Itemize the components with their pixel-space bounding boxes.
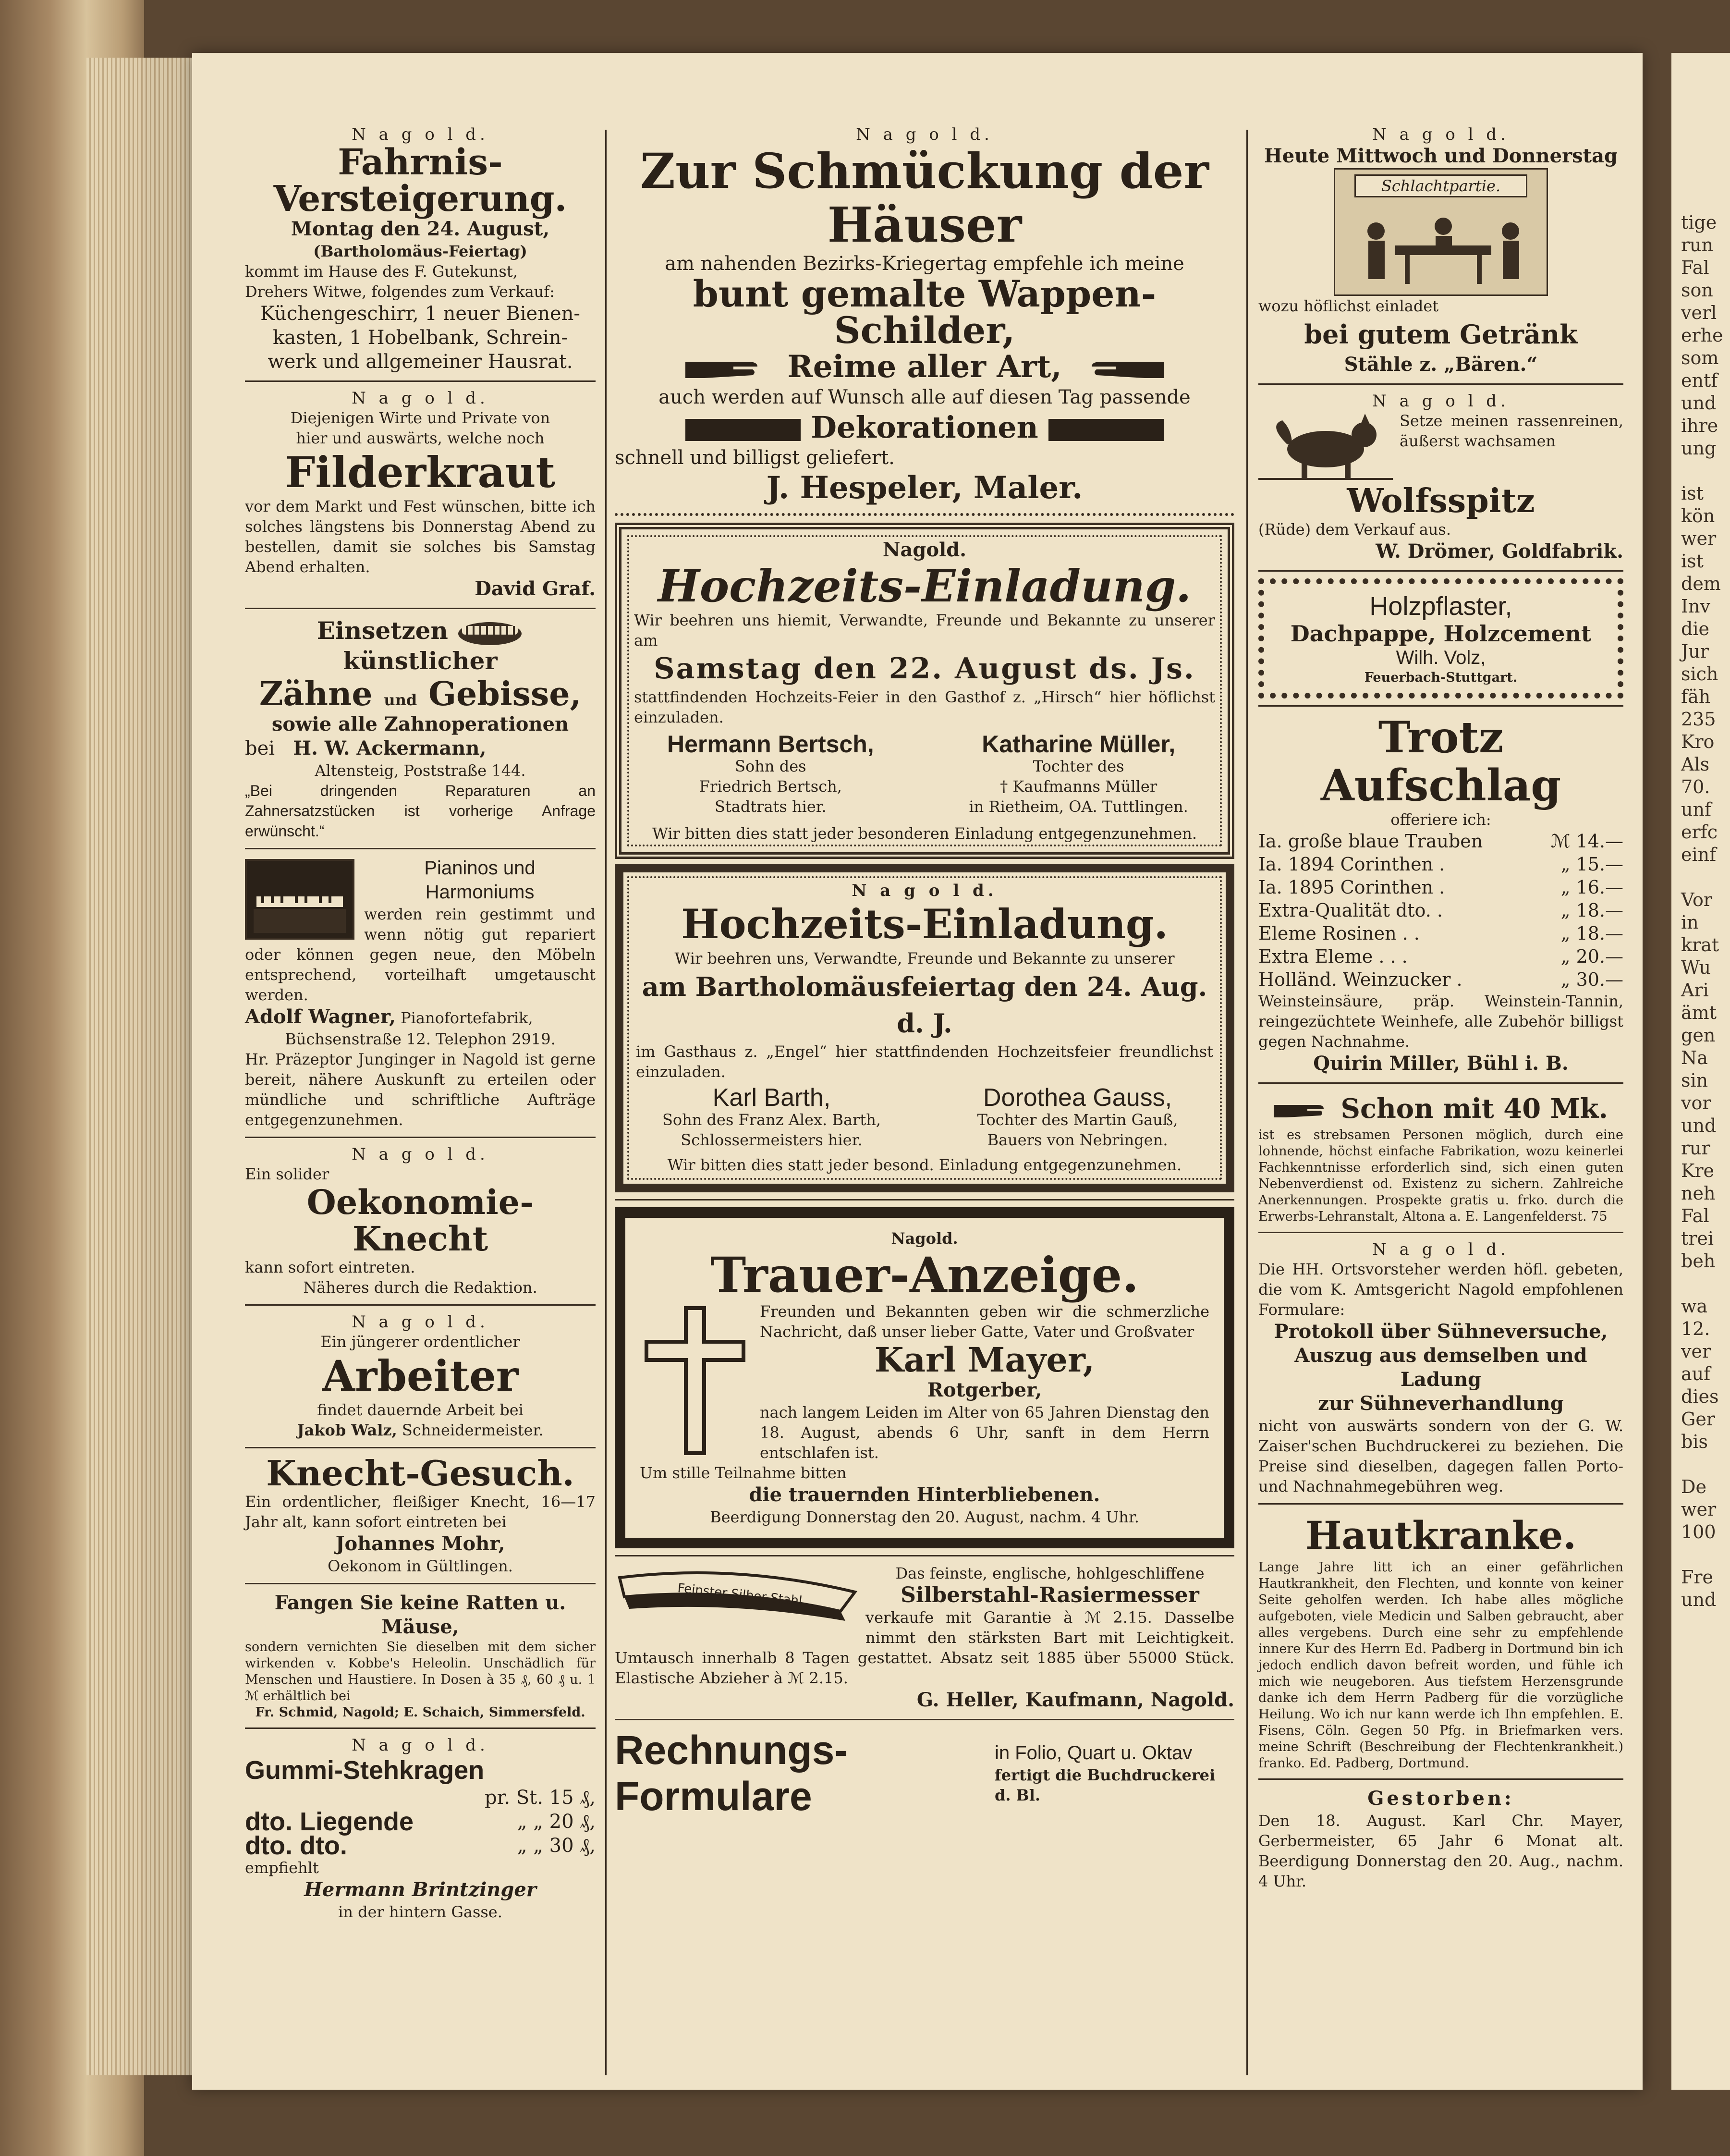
ad-filderkraut (245, 389, 596, 601)
place-line: N a g o l d. (352, 125, 489, 144)
razor-icon (615, 1563, 860, 1635)
ad-title: Reime aller Art, (787, 349, 1062, 385)
next-page-line: unf (1681, 799, 1712, 820)
address: in der hintern Gasse. (338, 1903, 502, 1921)
job: Schneidermeister. (402, 1421, 544, 1439)
signature: Quirin Miller, Bühl i. B. (1313, 1052, 1569, 1075)
divider (245, 1727, 596, 1729)
place-line: N a g o l d. (352, 1145, 489, 1164)
next-page-line: Vor (1681, 889, 1712, 910)
ad-text: ist es strebsamen Personen möglich, durch eine lohnende, höchst einfache Fabrikation, wozu keinerlei Fachkenntnisse erforderlich sind, sich einen guten Nebenverdienst od. Existenz zu sichern. Zahlreiche Anerkennungen. Prospekte gratis u. frko. durch die Erwerbs-Lehranstalt, Altona a. E. Langenfelderst. 75 (1258, 1127, 1623, 1224)
ad-knecht (245, 1455, 596, 1576)
ad-text: Hr. Präzeptor Junginger in Nagold ist gerne bereit, nähere Auskunft zu erteilen oder mündliche und schriftliche Aufträge entgegenzunehmen. (245, 1050, 596, 1129)
text-line: Diejenigen Wirte und Private von (290, 409, 550, 427)
next-page-edge (1671, 53, 1730, 2090)
ad-text: im Gasthaus z. „Engel“ hier stattfindenden Hochzeitsfeier freundlichst einzuladen. (636, 1042, 1213, 1081)
ad-title: Silberstahl-Rasiermesser (901, 1583, 1199, 1607)
text-line: Friedrich Bertsch, (699, 777, 842, 796)
text-line: fertigt die Buchdruckerei d. Bl. (994, 1766, 1216, 1804)
next-page-line: tige (1681, 212, 1717, 233)
ad-text: vor dem Markt und Fest wünschen, bitte ich solches längstens bis Donnerstag Abend zu bestellen, damit sie solches bis Samstag Abend erhalten. (245, 497, 596, 576)
text-line: Schlossermeisters hier. (681, 1131, 863, 1149)
ad-wolfsspitz (1258, 392, 1623, 564)
next-page-line: Wu (1681, 957, 1711, 978)
signature: J. Hespeler, Maler. (766, 470, 1083, 506)
next-page-line: Kro (1681, 731, 1715, 752)
holiday-line: (Bartholomäus-Feiertag) (313, 242, 527, 260)
ad-title: Dachpappe, Holzcement (1290, 621, 1592, 647)
ad-schmueckung (615, 125, 1234, 506)
ad-text: Den 18. August. Karl Chr. Mayer, Gerbermeister, 65 Jahr 6 Monat alt. Beerdigung Donnerstag den 20. Aug., nachm. 4 Uhr. (1258, 1812, 1623, 1890)
price-item: Holländ. Weinzucker . (1258, 969, 1462, 990)
next-page-line: fäh (1681, 686, 1711, 707)
next-page-line: Fal (1681, 257, 1709, 278)
price-value: „ 15.— (1560, 854, 1623, 875)
ad-gestorben (1258, 1787, 1623, 1891)
ad-pianinos (245, 856, 596, 1130)
text-line: Tochter des (1033, 757, 1124, 775)
address: Altensteig, Poststraße 144. (315, 761, 526, 780)
ad-title: Hochzeits-Einladung. (681, 900, 1168, 948)
pointing-hand-icon (1274, 1100, 1331, 1121)
groom-name: Hermann Bertsch, (667, 731, 874, 758)
next-page-line: Inv (1681, 596, 1710, 617)
signature: G. Heller, Kaufmann, Nagold. (916, 1689, 1234, 1711)
ad-title: Hochzeits-Einladung. (658, 560, 1192, 612)
text-line: in Folio, Quart u. Oktav (994, 1742, 1193, 1764)
ad-schlachtpartie (1258, 125, 1623, 377)
ad-text: Ein ordentlicher, fleißiger Knecht, 16—17 Jahr alt, kann sofort eintreten bei (245, 1493, 596, 1531)
next-page-line: und (1681, 1115, 1717, 1136)
next-page-line: De (1681, 1476, 1706, 1497)
price-value: „ 16.— (1560, 877, 1623, 898)
tavern-figures-icon (1338, 202, 1544, 289)
place-line: N a g o l d. (856, 125, 993, 144)
next-page-line (1676, 1453, 1730, 1476)
ad-title: Zur Schmückung der Häuser (640, 143, 1209, 253)
next-page-line: 70. (1681, 776, 1710, 797)
family-line: die trauernden Hinterbliebenen. (749, 1483, 1100, 1506)
next-page-line: entf (1681, 370, 1718, 391)
bride-name: Katharine Müller, (982, 731, 1176, 758)
ad-title: Filderkraut (285, 447, 556, 497)
text-line: Bauers von Nebringen. (987, 1131, 1168, 1149)
price-item: Extra-Qualität dto. . (1258, 900, 1443, 921)
decor-bar (1048, 419, 1164, 441)
dealer-name: Hermann Brintzinger (304, 1878, 536, 1901)
place-line: N a g o l d. (1372, 125, 1510, 144)
item: dto. Liegende (245, 1807, 414, 1836)
next-page-line: dem (1681, 573, 1721, 594)
ad-title: und (384, 691, 417, 709)
next-page-line: erfc (1681, 821, 1718, 843)
ad-title: Hautkranke. (1305, 1513, 1577, 1558)
next-page-line: rur (1681, 1138, 1710, 1159)
ad-text: verkaufe mit Garantie à ℳ 2.15. Dasselbe nimmt den stärksten Bart mit Leichtigkeit. Umtausch innerhalb 8 Tagen gestattet. Absatz seit 1885 über 55000 Stück. Elastische Abzieher à ℳ 2.15. (615, 1608, 1234, 1687)
signature: W. Drömer, Goldfabrik. (1376, 540, 1623, 563)
price-value: „ 18.— (1560, 923, 1623, 944)
form-item: Protokoll über Sühneversuche, (1274, 1320, 1608, 1343)
next-page-line: kön (1681, 505, 1715, 527)
ad-title: Schon mit 40 Mk. (1340, 1093, 1608, 1125)
ad-title: Versteigerung. (273, 178, 567, 220)
next-page-text (1671, 211, 1730, 1611)
text-line: am nahenden Bezirks-Kriegertag empfehle ich meine (665, 253, 1184, 275)
next-page-line: Fal (1681, 1205, 1709, 1226)
price-item: Ia. 1895 Corinthen . (1258, 877, 1445, 898)
ad-note: „Bei dringenden Reparaturen an Zahnersatzstücken ist vorherige Anfrage erwünscht.“ (245, 782, 596, 840)
text-line: schnell und billigst geliefert. (615, 447, 895, 469)
next-page-line: 100 (1681, 1521, 1716, 1543)
ad-text: werden rein gestimmt und wenn nötig gut repariert oder können gegen neue, den Möbeln entsprechend, vorteilhaft umgetauscht werden. (245, 905, 596, 1004)
next-page-line: Ger (1681, 1409, 1716, 1430)
place-line: Nagold. (891, 1229, 958, 1248)
ad-arbeiter (245, 1312, 596, 1440)
price: „ „ 20 ₰, (517, 1811, 596, 1833)
divider (245, 1137, 596, 1138)
dentist-name: H. W. Ackermann, (293, 737, 487, 760)
text-line: Drehers Witwe, folgendes zum Verkauf: (245, 282, 555, 301)
column-left (245, 125, 596, 1922)
ad-title: Wolfsspitz (1347, 482, 1535, 520)
next-page-line: bis (1681, 1431, 1708, 1452)
price-value: ℳ 14.— (1550, 831, 1623, 852)
next-page-line: auf (1681, 1363, 1711, 1384)
next-page-line: krat (1681, 934, 1719, 956)
address: Feuerbach-Stuttgart. (1364, 670, 1518, 685)
next-page-line: verl (1681, 302, 1717, 323)
closing-line: Wir bitten dies statt jeder besonderen Einladung entgegenzunehmen. (652, 824, 1197, 843)
ad-title: Oekonomie-Knecht (306, 1182, 534, 1259)
dealers: Fr. Schmid, Nagold; E. Schaich, Simmersfeld. (255, 1705, 585, 1720)
next-page-line: und (1681, 1589, 1717, 1610)
next-page-line: Ari (1681, 980, 1709, 1001)
dealer-name: Wilh. Volz, (1396, 647, 1486, 668)
text-line: kommt im Hause des F. Gutekunst, (245, 262, 518, 281)
divider (615, 513, 1234, 516)
next-page-line: run (1681, 234, 1714, 256)
ad-title: Knecht-Gesuch. (266, 1453, 574, 1494)
ad-holzpflaster (1258, 578, 1623, 698)
place-line: N a g o l d. (352, 389, 489, 408)
ad-hochzeit-barth (615, 864, 1234, 1192)
ad-text: Weinsteinsäure, präp. Weinstein-Tannin, reingezüchtete Weinhefe, alle Zubehör billigst gegen Nachnahme. (1258, 992, 1623, 1051)
text-line: Sohn des Franz Alex. Barth, (662, 1111, 881, 1129)
divider (615, 1555, 1234, 1556)
pointing-hand-icon (1072, 355, 1164, 384)
place-line: N a g o l d. (352, 1312, 489, 1332)
next-page-line (1676, 866, 1730, 889)
price-value: „ 18.— (1560, 900, 1623, 921)
next-page-line: erhe (1681, 325, 1723, 346)
price-item: Ia. große blaue Trauben (1258, 831, 1483, 852)
text-line: Heute Mittwoch und Donnerstag (1264, 145, 1618, 167)
text-line: Sohn des (735, 757, 806, 775)
ad-rasiermesser (615, 1563, 1234, 1712)
next-page-line: gen (1681, 1025, 1716, 1046)
next-page-line: sin (1681, 1070, 1708, 1091)
form-item: Auszug aus demselben und Ladung (1294, 1344, 1587, 1391)
text-line: hier und auswärts, welche noch (296, 429, 545, 447)
text-line: Stadtrats hier. (714, 797, 827, 816)
next-page-line: beh (1681, 1250, 1716, 1272)
text-line: in Rietheim, OA. Tuttlingen. (969, 797, 1188, 816)
next-page-line: vor (1681, 1092, 1711, 1114)
divider (1258, 570, 1623, 572)
ad-zaehne (245, 616, 596, 841)
divider (1258, 705, 1623, 707)
harmonium-icon (245, 859, 354, 940)
ad-title: künstlicher (343, 647, 498, 675)
signature: Stähle z. „Bären.“ (1344, 353, 1538, 376)
place-line: N a g o l d. (352, 1736, 489, 1755)
price-value: „ 30.— (1560, 969, 1623, 990)
column-right (1258, 125, 1623, 1891)
divider (1258, 383, 1623, 385)
next-page-line: einf (1681, 844, 1717, 865)
ad-title: Trauer-Anzeige. (710, 1247, 1139, 1303)
ad-title: Fahrnis- (338, 142, 503, 183)
divider (1258, 1503, 1623, 1505)
price: pr. St. 15 (484, 1787, 574, 1809)
next-page-line: ist (1681, 483, 1704, 504)
next-page-line: son (1681, 280, 1713, 301)
place-line: N a g o l d. (852, 881, 998, 900)
text-line: Näheres durch die Redaktion. (303, 1278, 537, 1297)
ad-title: Dekorationen (811, 410, 1038, 445)
ad-title: Arbeiter (322, 1351, 519, 1401)
job: Oekonom in Gültlingen. (328, 1557, 513, 1575)
text-line: auch werden auf Wunsch alle auf diesen Tag passende (658, 386, 1191, 408)
ad-title: Fangen Sie keine Ratten u. Mäuse, (274, 1592, 566, 1638)
deceased-job: Rotgerber, (927, 1379, 1042, 1401)
column-rule (1246, 130, 1248, 2075)
text-line: † Kaufmanns Müller (1000, 777, 1157, 796)
next-page-line: Fre (1681, 1567, 1714, 1588)
banner-text: Schlachtpartie. (1354, 174, 1527, 197)
ad-text: stattfindenden Hochzeits-Feier in den Gasthof z. „Hirsch“ hier höflichst einzuladen. (634, 688, 1215, 726)
ad-text: nicht von auswärts sondern von der G. W. Zaiser'schen Buchdruckerei zu beziehen. Die Preise sind dieselben, dagegen fallen Porto- und Nachnahmegebühren weg. (1258, 1417, 1623, 1495)
next-page-line (1676, 1273, 1730, 1295)
next-page-line: die (1681, 618, 1709, 639)
text-line: offeriere ich: (1390, 810, 1491, 829)
ad-fahrnis (245, 125, 596, 374)
place-line: N a g o l d. (1372, 1240, 1510, 1259)
next-page-line: som (1681, 347, 1719, 368)
employer-name: Jakob Walz, (297, 1421, 397, 1439)
form-item: zur Sühneverhandlung (1318, 1392, 1564, 1415)
ad-text: Freunden und Bekannten geben wir die schmerzliche Nachricht, daß unser lieber Gatte, Vater und Großvater (760, 1302, 1209, 1341)
date-line: Montag den 24. August, (291, 218, 550, 240)
next-page-line: Jur (1681, 641, 1709, 662)
text-line: bei (245, 737, 275, 760)
price-value: „ 20.— (1560, 946, 1623, 967)
divider (615, 1199, 1234, 1200)
text-line: empfiehlt (245, 1859, 319, 1877)
decor-bar (685, 419, 801, 441)
dealer-name: Adolf Wagner, (245, 1005, 396, 1028)
divider (245, 1447, 596, 1448)
text-line: (Rüde) dem Verkauf aus. (1258, 520, 1451, 539)
next-page-line: ihre (1681, 415, 1718, 436)
ad-text: Lange Jahre litt ich an einer gefährlichen Hautkrankheit, den Flechten, und konnte von keiner Seite geholfen werden. Ich habe alles mögliche aufgeboten, viele Medicin und Salben gebraucht, aber alles vergebens. Durch eine sehr zu empfehlende innere Kur des Herrn Ed. Padberg in Dortmund bin ich jedoch endlich davon befreit worden, und fühle ich mich wie neugeboren. Aus tiefstem Herzensgrunde danke ich dem Herrn Padberg für die vorzügliche Heilung. Wo ich nur kann werde ich Ihn empfehlen. E. Fisens, Cöln. Gegen 50 Pfg. in Briefmarken vers. meine Schrift (Beschreibung der Flechtenkrankheit.) franko. Ed. Padberg, Dortmund. (1258, 1560, 1623, 1771)
ad-protokoll (1258, 1240, 1623, 1496)
text-line: Ein solider (245, 1165, 329, 1183)
address: Büchsenstraße 12. Telephon 2919. (285, 1030, 556, 1048)
pointing-hand-icon (685, 355, 777, 384)
price-item: Eleme Rosinen . . (1258, 923, 1420, 944)
ad-text: Die HH. Ortsvorsteher werden höfl. gebeten, die vom K. Amtsgericht Nagold empfohlenen Formulare: (1258, 1260, 1623, 1319)
deceased-name: Karl Mayer, (874, 1340, 1095, 1380)
ad-title: Gestorben: (1367, 1787, 1514, 1810)
dog-icon (1258, 411, 1393, 483)
divider (245, 848, 596, 849)
divider (1258, 1082, 1623, 1084)
ad-title: bunt gemalte Wappen-Schilder, (693, 272, 1157, 352)
closing-line: Wir bitten dies statt jeder besond. Einladung entgegenzunehmen. (667, 1156, 1182, 1174)
next-page-line: wer (1681, 528, 1717, 549)
date-line: Samstag den 22. August ds. Js. (654, 652, 1195, 686)
date-line: am Bartholomäusfeiertag den 24. Aug. d. J. (642, 971, 1207, 1039)
next-page-line (1676, 460, 1730, 482)
price-item: Ia. 1894 Corinthen . (1258, 854, 1445, 875)
text-line: Küchengeschirr, 1 neuer Bienen- (260, 303, 580, 325)
text-line: Tochter des Martin Gauß, (977, 1111, 1178, 1129)
text-line: findet dauernde Arbeit bei (317, 1401, 524, 1419)
firm: Pianofortefabrik, (401, 1009, 533, 1027)
ad-hochzeit-bertsch (615, 523, 1234, 859)
text-line: wozu höflichst einladet (1258, 297, 1439, 315)
next-page-line: Na (1681, 1047, 1708, 1068)
next-page-line: trei (1681, 1228, 1714, 1249)
next-page-line (1676, 1544, 1730, 1566)
divider (245, 608, 596, 609)
next-page-line: ver (1681, 1341, 1711, 1362)
next-page-line: sich (1681, 663, 1718, 685)
ad-ratten (245, 1591, 596, 1721)
ad-trotz-aufschlag (1258, 713, 1623, 1076)
ad-title: Zähne (259, 675, 373, 713)
text-line: Ein jüngerer ordentlicher (320, 1333, 520, 1351)
item: dto. dto. (245, 1831, 347, 1860)
ad-title: Harmoniums (425, 882, 535, 903)
ad-title: bei gutem Getränk (1304, 319, 1578, 350)
place-line: N a g o l d. (1372, 392, 1510, 411)
burial-line: Beerdigung Donnerstag den 20. August, nachm. 4 Uhr. (710, 1508, 1139, 1526)
next-page-line: ung (1681, 438, 1717, 459)
denture-icon (456, 619, 524, 646)
next-page-line: wer (1681, 1499, 1717, 1520)
ad-formulare (615, 1727, 1234, 1819)
ad-text: Wir beehren uns hiemit, Verwandte, Freunde und Bekannte zu unserer am (634, 611, 1215, 649)
next-page-line: in (1681, 912, 1699, 933)
price-item: Extra Eleme . . . (1258, 946, 1408, 967)
divider (1258, 1232, 1623, 1233)
ad-title: Trotz Aufschlag (1320, 712, 1561, 811)
price: „ „ 30 ₰, (517, 1835, 596, 1857)
newspaper-page (192, 53, 1643, 2090)
next-page-line: wa (1681, 1296, 1708, 1317)
ad-title: Gebisse, (428, 675, 582, 713)
text-line: kann sofort eintreten. (245, 1258, 415, 1276)
ad-gummi (245, 1736, 596, 1922)
text-line: Um stille Teilnahme bitten (640, 1464, 847, 1482)
ad-text: nach langem Leiden im Alter von 65 Jahren Dienstag den 18. August, abends 6 Uhr, sanft in dem Herrn entschlafen ist. (760, 1403, 1209, 1462)
ad-hautkranke (1258, 1511, 1623, 1772)
ad-title: Rechnungs-Formulare (615, 1727, 848, 1819)
next-page-line: ämt (1681, 1002, 1717, 1023)
next-page-line: Als (1681, 754, 1710, 775)
signature: David Graf. (475, 577, 596, 600)
ad-oekonomie (245, 1145, 596, 1298)
place-line: Nagold. (882, 539, 967, 561)
next-page-line: Kre (1681, 1160, 1715, 1181)
ad-title: Holzpflaster, (1369, 592, 1512, 621)
column-rule (605, 130, 607, 2075)
ad-title: Pianinos und (424, 858, 536, 879)
razor-blade-label: Feinster Silber Stahl (677, 1581, 803, 1609)
divider (245, 380, 596, 382)
unit: ₰, (580, 1787, 596, 1809)
column-middle (615, 125, 1234, 1819)
ad-schon-40 (1258, 1090, 1623, 1225)
ad-text: Setze meinen rassenreinen, äußerst wachsamen (1400, 412, 1623, 450)
divider (245, 1304, 596, 1306)
next-page-line: neh (1681, 1183, 1716, 1204)
divider (615, 1719, 1234, 1720)
ad-title: Gummi-Stehkragen (245, 1756, 485, 1785)
divider (1258, 1778, 1623, 1780)
ad-title: sowie alle Zahnoperationen (271, 713, 569, 735)
next-page-line: 235 (1681, 709, 1716, 730)
ad-trauer (615, 1207, 1234, 1548)
divider (245, 1583, 596, 1584)
next-page-line: dies (1681, 1386, 1719, 1407)
ad-text: Wir beehren uns, Verwandte, Freunde und Bekannte zu unserer (674, 949, 1175, 968)
text-line: Das feinste, englische, hohlgeschliffene (895, 1564, 1205, 1582)
next-page-line: 12. (1681, 1318, 1710, 1339)
ad-text: sondern vernichten Sie dieselben mit dem sicher wirkenden v. Kobbe's Heleolin. Unschädlich für Menschen und Haustiere. In Dosen à 35 ₰, 60 ₰ u. 1 ℳ erhältlich bei (245, 1640, 596, 1703)
text-line: kasten, 1 Hobelbank, Schrein- (272, 327, 568, 349)
cross-icon (640, 1301, 750, 1460)
next-page-line: und (1681, 392, 1717, 414)
ad-title: Einsetzen (317, 616, 448, 645)
text-line: werk und allgemeiner Hausrat. (268, 351, 573, 373)
bride-name: Dorothea Gauss, (983, 1084, 1172, 1112)
groom-name: Karl Barth, (712, 1084, 831, 1112)
next-page-line: ist (1681, 551, 1704, 572)
employer-name: Johannes Mohr, (335, 1532, 505, 1555)
tavern-scene-illustration (1334, 168, 1548, 296)
